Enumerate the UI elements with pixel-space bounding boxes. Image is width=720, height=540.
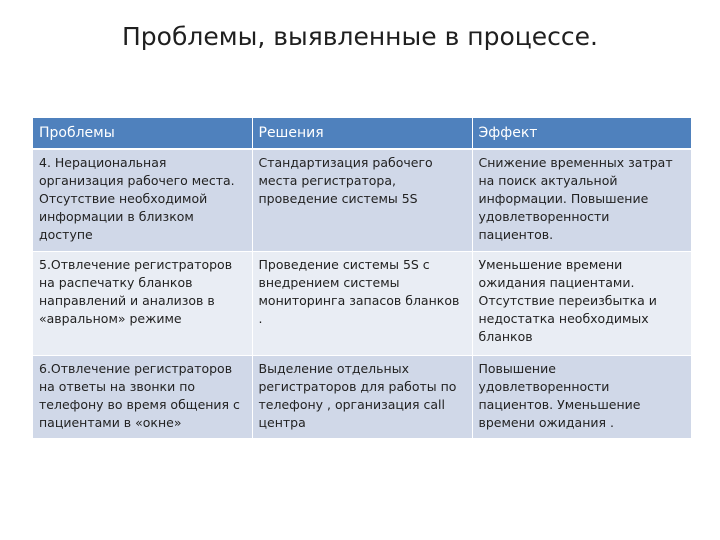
column-header-effect: Эффект (472, 118, 691, 149)
table-row (33, 252, 691, 356)
table-row (33, 356, 691, 439)
effect-cell: Повышение удовлетворенности пациентов. Уменьшение времени ожидания . (472, 356, 691, 439)
table-header-row (33, 118, 691, 149)
column-header-solutions: Решения (252, 118, 472, 149)
problem-cell: 4. Нерациональная организация рабочего места. Отсутствие необходимой информации в близком доступе (33, 149, 252, 252)
solution-cell: Проведение системы 5S с внедрением системы мониторинга запасов бланков . (252, 252, 472, 356)
solution-cell: Выделение отдельных регистраторов для работы по телефону , организация call центра (252, 356, 472, 439)
effect-cell: Уменьшение времени ожидания пациентами. Отсутствие переизбытка и недостатка необходимых бланков (472, 252, 691, 356)
problem-cell: 5.Отвлечение регистраторов на распечатку бланков направлений и анализов в «авральном» режиме (33, 252, 252, 356)
effect-cell: Снижение временных затрат на поиск актуальной информации. Повышение удовлетворенности пациентов. (472, 149, 691, 252)
problem-cell: 6.Отвлечение регистраторов на ответы на звонки по телефону во время общения с пациентами в «окне» (33, 356, 252, 439)
slide-title: Проблемы, выявленные в процессе. (121, 22, 598, 51)
table-row (33, 149, 691, 252)
column-header-problems: Проблемы (33, 118, 252, 149)
problems-table (33, 118, 691, 439)
solution-cell: Стандартизация рабочего места регистратора, проведение системы 5S (252, 149, 472, 252)
